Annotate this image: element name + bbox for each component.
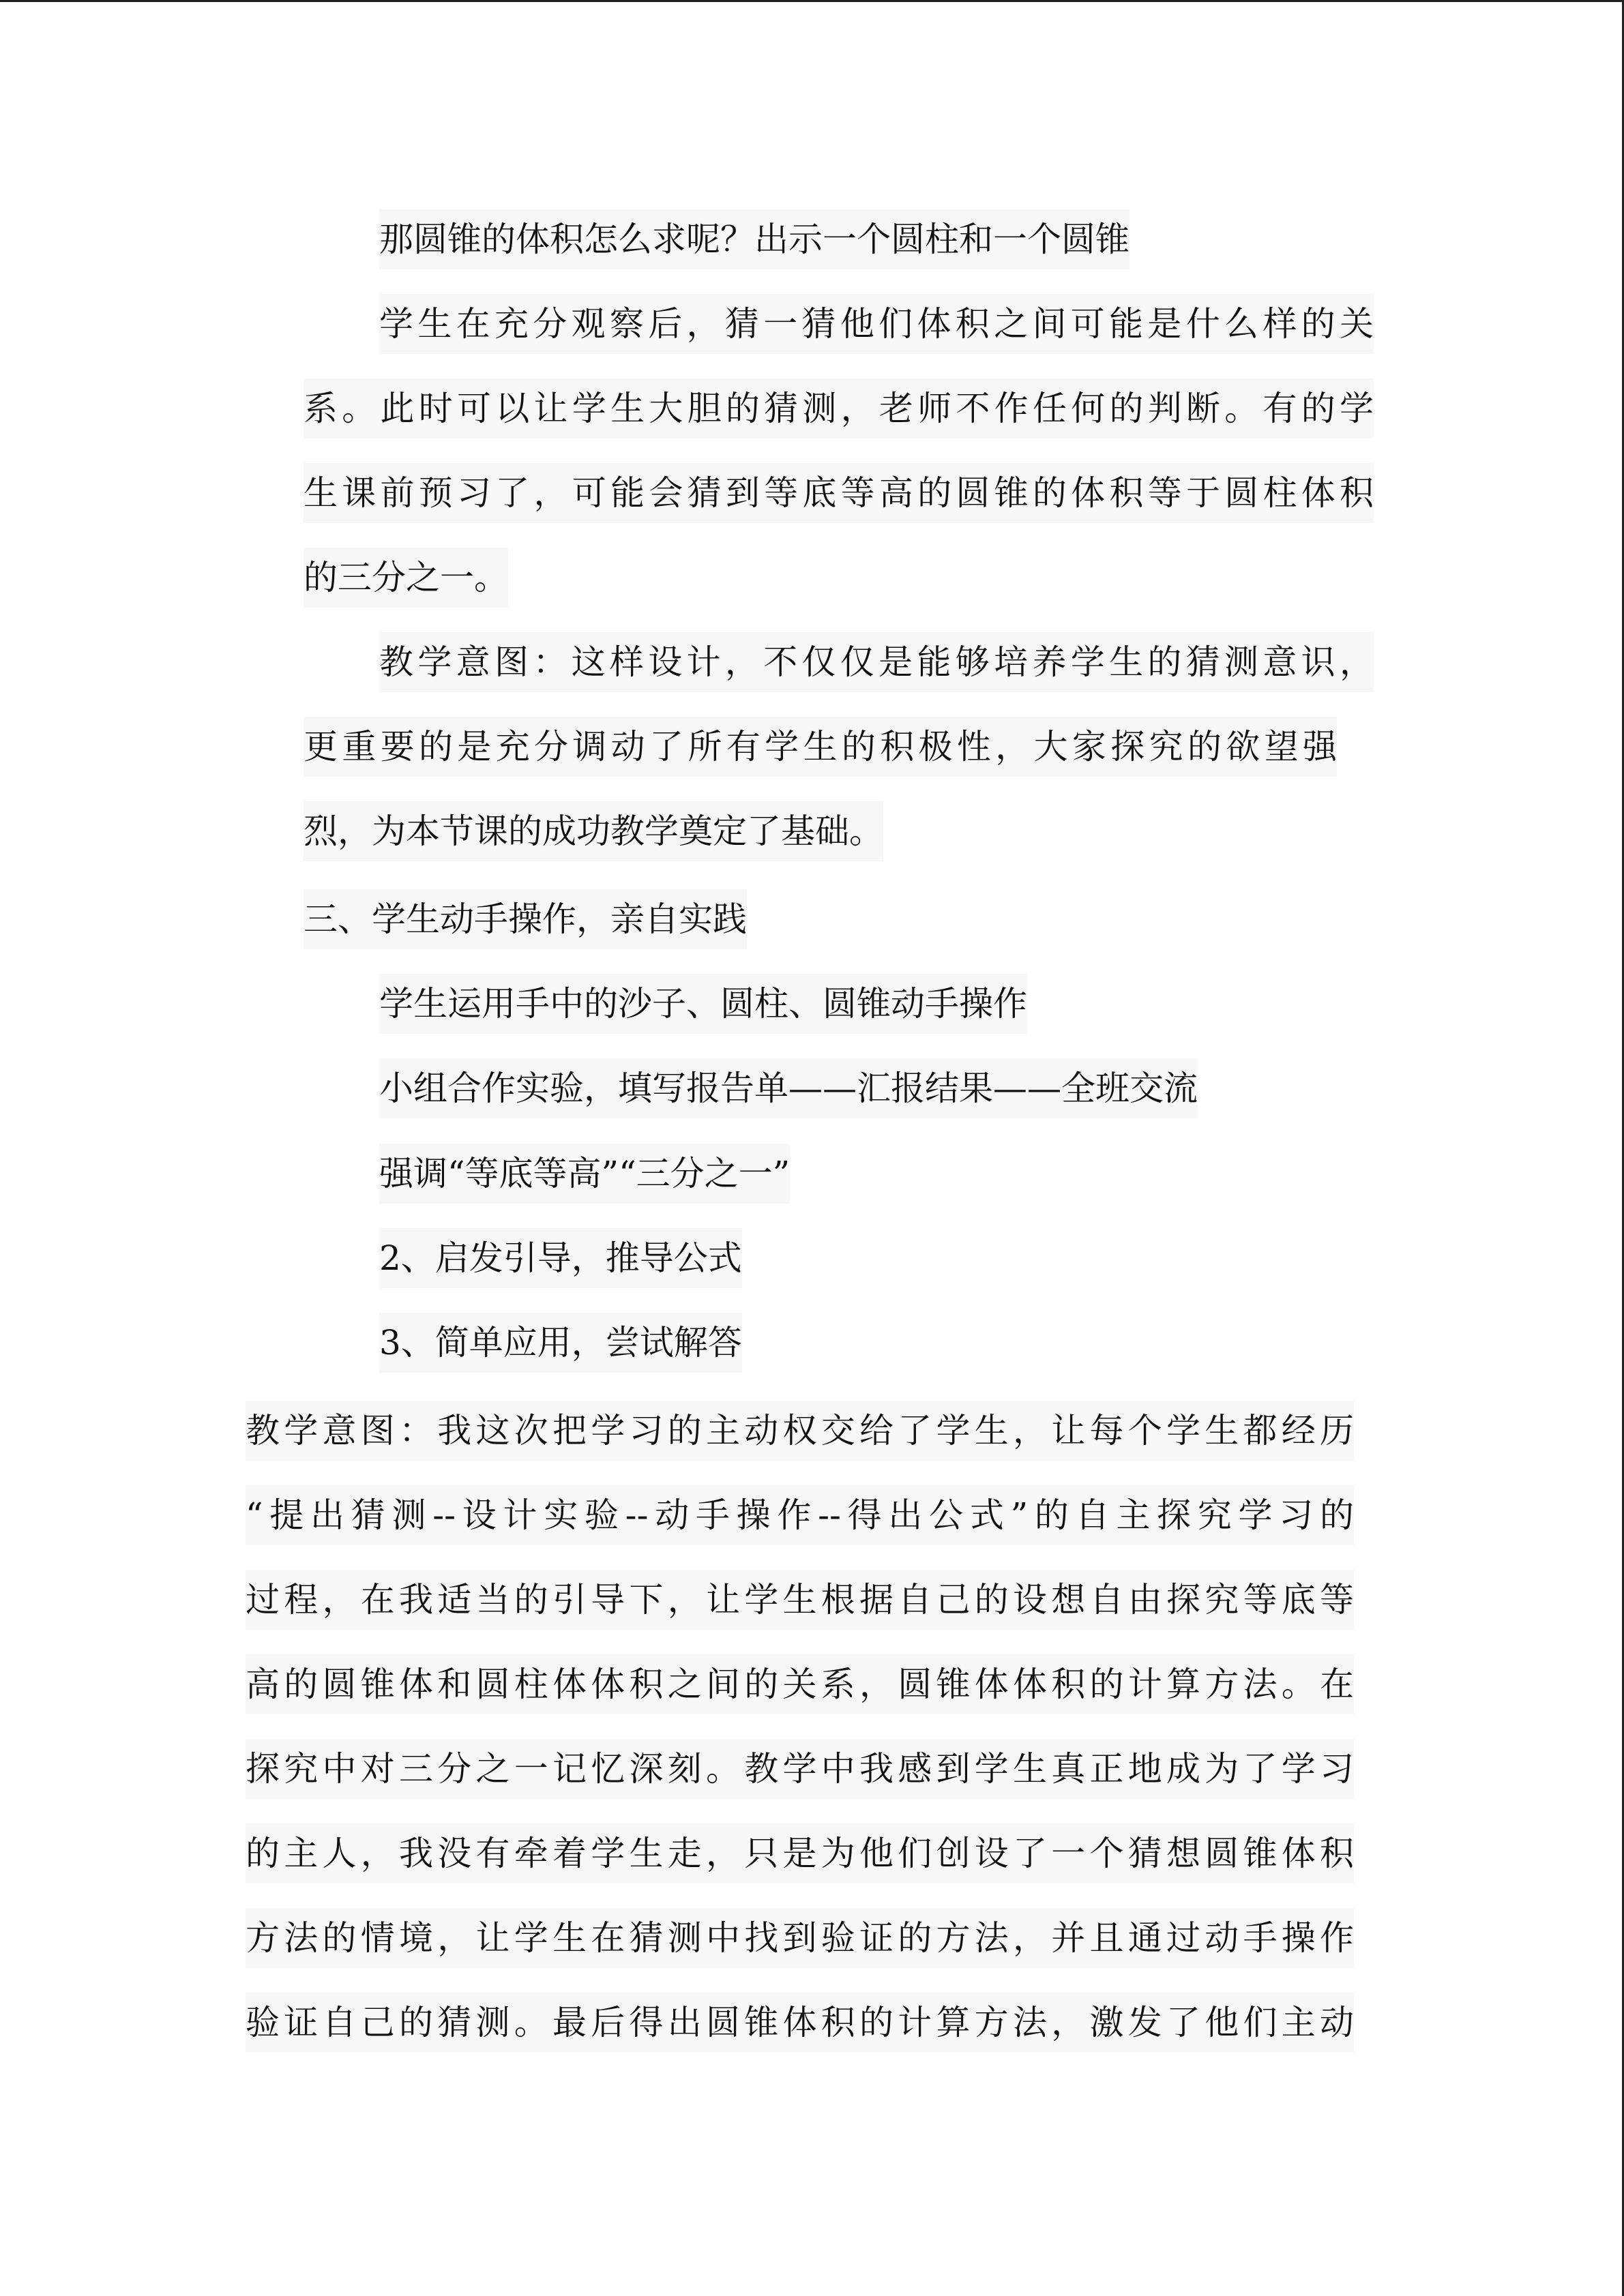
page-top-border [0, 0, 1624, 2]
text-line: 方法的情境，让学生在猜测中找到验证的方法，并且通过动手操作 [246, 1908, 1354, 1968]
text-line: 的主人，我没有牵着学生走，只是为他们创设了一个猜想圆锥体积 [246, 1823, 1354, 1883]
text-line: 更重要的是充分调动了所有学生的积极性，大家探究的欲望强 [304, 717, 1337, 777]
text-line: 强调“等底等高”“三分之一” [379, 1144, 790, 1204]
text-line: 系。此时可以让学生大胆的猜测，老师不作任何的判断。有的学 [304, 378, 1374, 438]
text-line: 小组合作实验，填写报告单——汇报结果——全班交流 [379, 1058, 1198, 1118]
text-line: 3、简单应用，尝试解答 [379, 1313, 742, 1373]
text-line: 高的圆锥体和圆柱体体积之间的关系，圆锥体体积的计算方法。在 [246, 1654, 1354, 1714]
text-line: 教学意图：这样设计，不仅仅是能够培养学生的猜测意识， [379, 632, 1374, 692]
text-line: 过程，在我适当的引导下，让学生根据自己的设想自由探究等底等 [246, 1570, 1354, 1630]
text-line: 学生在充分观察后，猜一猜他们体积之间可能是什么样的关 [379, 294, 1374, 354]
section-heading: 三、学生动手操作，亲自实践 [304, 889, 747, 949]
text-line: 学生运用手中的沙子、圆柱、圆锥动手操作 [379, 974, 1027, 1034]
text-line: “提出猜测--设计实验--动手操作--得出公式”的自主探究学习的 [246, 1485, 1354, 1545]
text-line: 生课前预习了，可能会猜到等底等高的圆锥的体积等于圆柱体积 [304, 463, 1374, 523]
text-line: 的三分之一。 [304, 548, 508, 608]
text-line: 教学意图：我这次把学习的主动权交给了学生，让每个学生都经历 [246, 1401, 1354, 1461]
text-line: 那圆锥的体积怎么求呢？出示一个圆柱和一个圆锥 [379, 209, 1130, 269]
text-line: 验证自己的猜测。最后得出圆锥体积的计算方法，激发了他们主动 [246, 1993, 1354, 2053]
text-line: 2、启发引导，推导公式 [379, 1228, 742, 1288]
text-line: 探究中对三分之一记忆深刻。教学中我感到学生真正地成为了学习 [246, 1739, 1354, 1799]
text-line: 烈，为本节课的成功教学奠定了基础。 [304, 801, 883, 861]
